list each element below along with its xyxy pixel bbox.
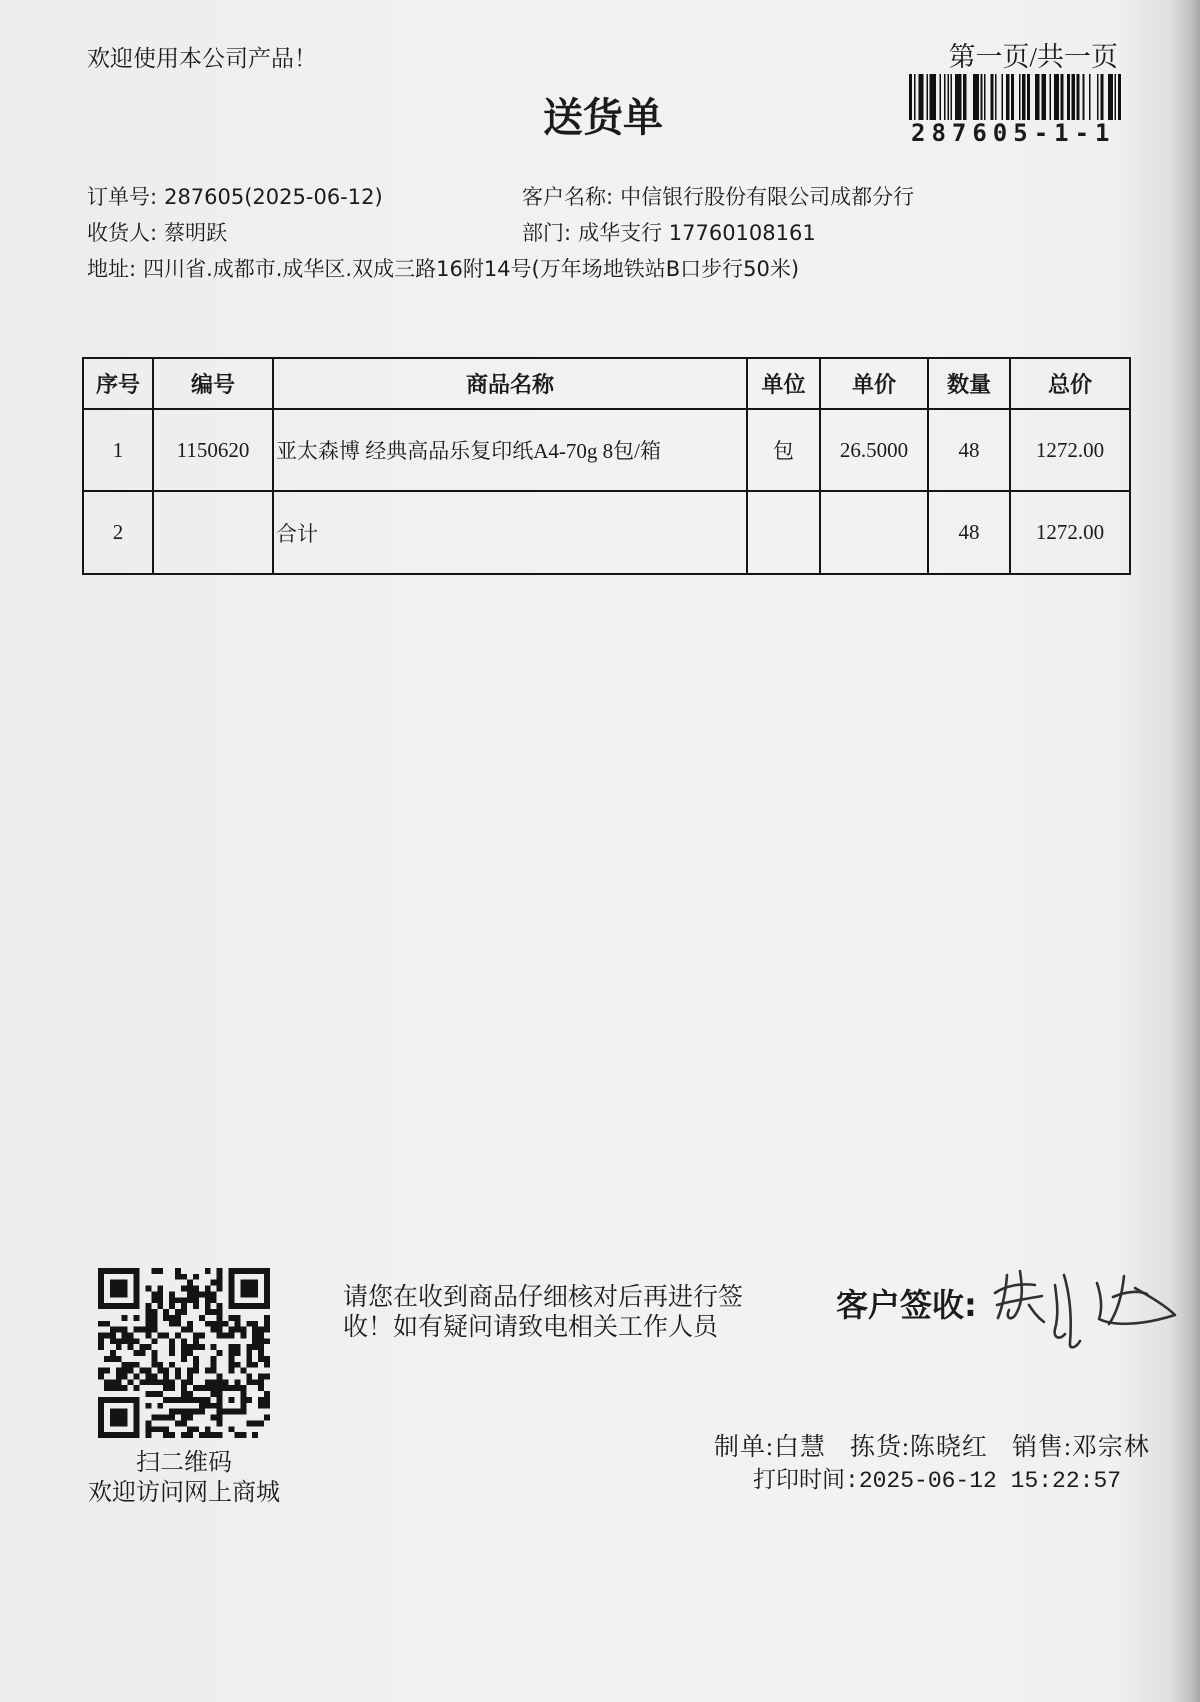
signature-stroke [1029, 1305, 1044, 1322]
col-header-name: 商品名称 [273, 358, 747, 409]
customer-name-value: 中信银行股份有限公司成都分行 [620, 185, 915, 209]
col-header-code: 编号 [153, 358, 273, 409]
items-table [82, 357, 1131, 575]
staff-name: 邓宗林 [1071, 1434, 1150, 1461]
print-time-label: 打印时间: [753, 1468, 859, 1494]
col-header-unit: 单位 [747, 358, 820, 409]
print-time [753, 1461, 1121, 1494]
signature-stroke [998, 1275, 1007, 1318]
cell-unit-price: 26.5000 [820, 409, 928, 491]
barcode [909, 74, 1121, 120]
col-header-unit-price: 单价 [820, 358, 928, 409]
customer-signature [985, 1255, 1185, 1355]
department-label: 部门: [522, 221, 572, 245]
customer-signature-label: 客户签收: [836, 1286, 977, 1324]
signature-stroke [1055, 1285, 1065, 1338]
col-header-seq: 序号 [83, 358, 153, 409]
cell-total: 1272.00 [1010, 409, 1130, 491]
address-label: 地址: [87, 257, 137, 281]
department [522, 217, 816, 247]
staff-preparer [714, 1434, 826, 1461]
staff-label: 销售: [1011, 1434, 1072, 1461]
welcome-text: 欢迎使用本公司产品！ [87, 46, 317, 71]
cell-code: 1150620 [153, 409, 273, 491]
col-header-total: 总价 [1010, 358, 1130, 409]
receiver-value: 蔡明跃 [164, 221, 228, 245]
signature-stroke [1008, 1271, 1022, 1318]
table-row [83, 409, 1130, 491]
table-row-total [83, 491, 1130, 574]
receiver-label: 收货人: [87, 221, 158, 245]
cell-total: 1272.00 [1010, 491, 1130, 574]
barcode-bars [909, 74, 1121, 120]
staff-name: 白慧 [773, 1434, 826, 1461]
cell-unit: 包 [747, 409, 820, 491]
cell-quantity: 48 [928, 409, 1010, 491]
customer-name-label: 客户名称: [522, 185, 614, 209]
cell-code [153, 491, 273, 574]
address-value: 四川省.成都市.成华区.双成三路16附14号(万年场地铁站B口步行50米) [143, 257, 800, 281]
staff-picker [850, 1434, 988, 1461]
staff-name: 陈晓红 [909, 1434, 988, 1461]
qr-caption-line-1: 扫二维码 [136, 1450, 232, 1476]
cell-name: 合计 [273, 491, 747, 574]
order-number-label: 订单号: [87, 185, 158, 209]
cell-seq: 1 [83, 409, 153, 491]
table-header-row [83, 358, 1130, 409]
print-time-value: 2025-06-12 15:22:57 [858, 1468, 1122, 1494]
notice-line-1: 请您在收到商品仔细核对后再进行签 [343, 1282, 744, 1311]
barcode-number: 287605-1-1 [911, 119, 1116, 147]
staff-label: 制单: [714, 1434, 774, 1461]
customer-name [522, 181, 914, 211]
cell-unit-price [820, 491, 928, 574]
col-header-quantity: 数量 [928, 358, 1010, 409]
address [87, 253, 799, 283]
page-indicator: 第一页/共一页 [948, 42, 1118, 72]
qr-modules [98, 1268, 270, 1438]
order-number-value: 287605(2025-06-12) [164, 185, 383, 209]
department-value: 成华支行 17760108161 [578, 221, 816, 245]
signature-stroke [1097, 1283, 1175, 1324]
notice-line-2: 收！如有疑问请致电相关工作人员 [343, 1312, 719, 1341]
cell-unit [747, 491, 820, 574]
qr-code [98, 1268, 270, 1438]
order-number [87, 181, 383, 211]
staff-credits [714, 1427, 1150, 1463]
staff-label: 拣货: [849, 1434, 910, 1461]
receiver [87, 217, 227, 247]
qr-caption-line-2: 欢迎访问网上商城 [88, 1480, 280, 1506]
cell-name: 亚太森博 经典高品乐复印纸A4-70g 8包/箱 [273, 409, 747, 491]
staff-sales [1012, 1434, 1150, 1461]
signature-stroke [1109, 1276, 1124, 1324]
document-title: 送货单 [543, 95, 663, 141]
signature-stroke [1113, 1292, 1147, 1297]
cell-seq: 2 [83, 491, 153, 574]
cell-quantity: 48 [928, 491, 1010, 574]
signature-stroke [995, 1284, 1035, 1293]
signature-stroke [1064, 1275, 1080, 1347]
